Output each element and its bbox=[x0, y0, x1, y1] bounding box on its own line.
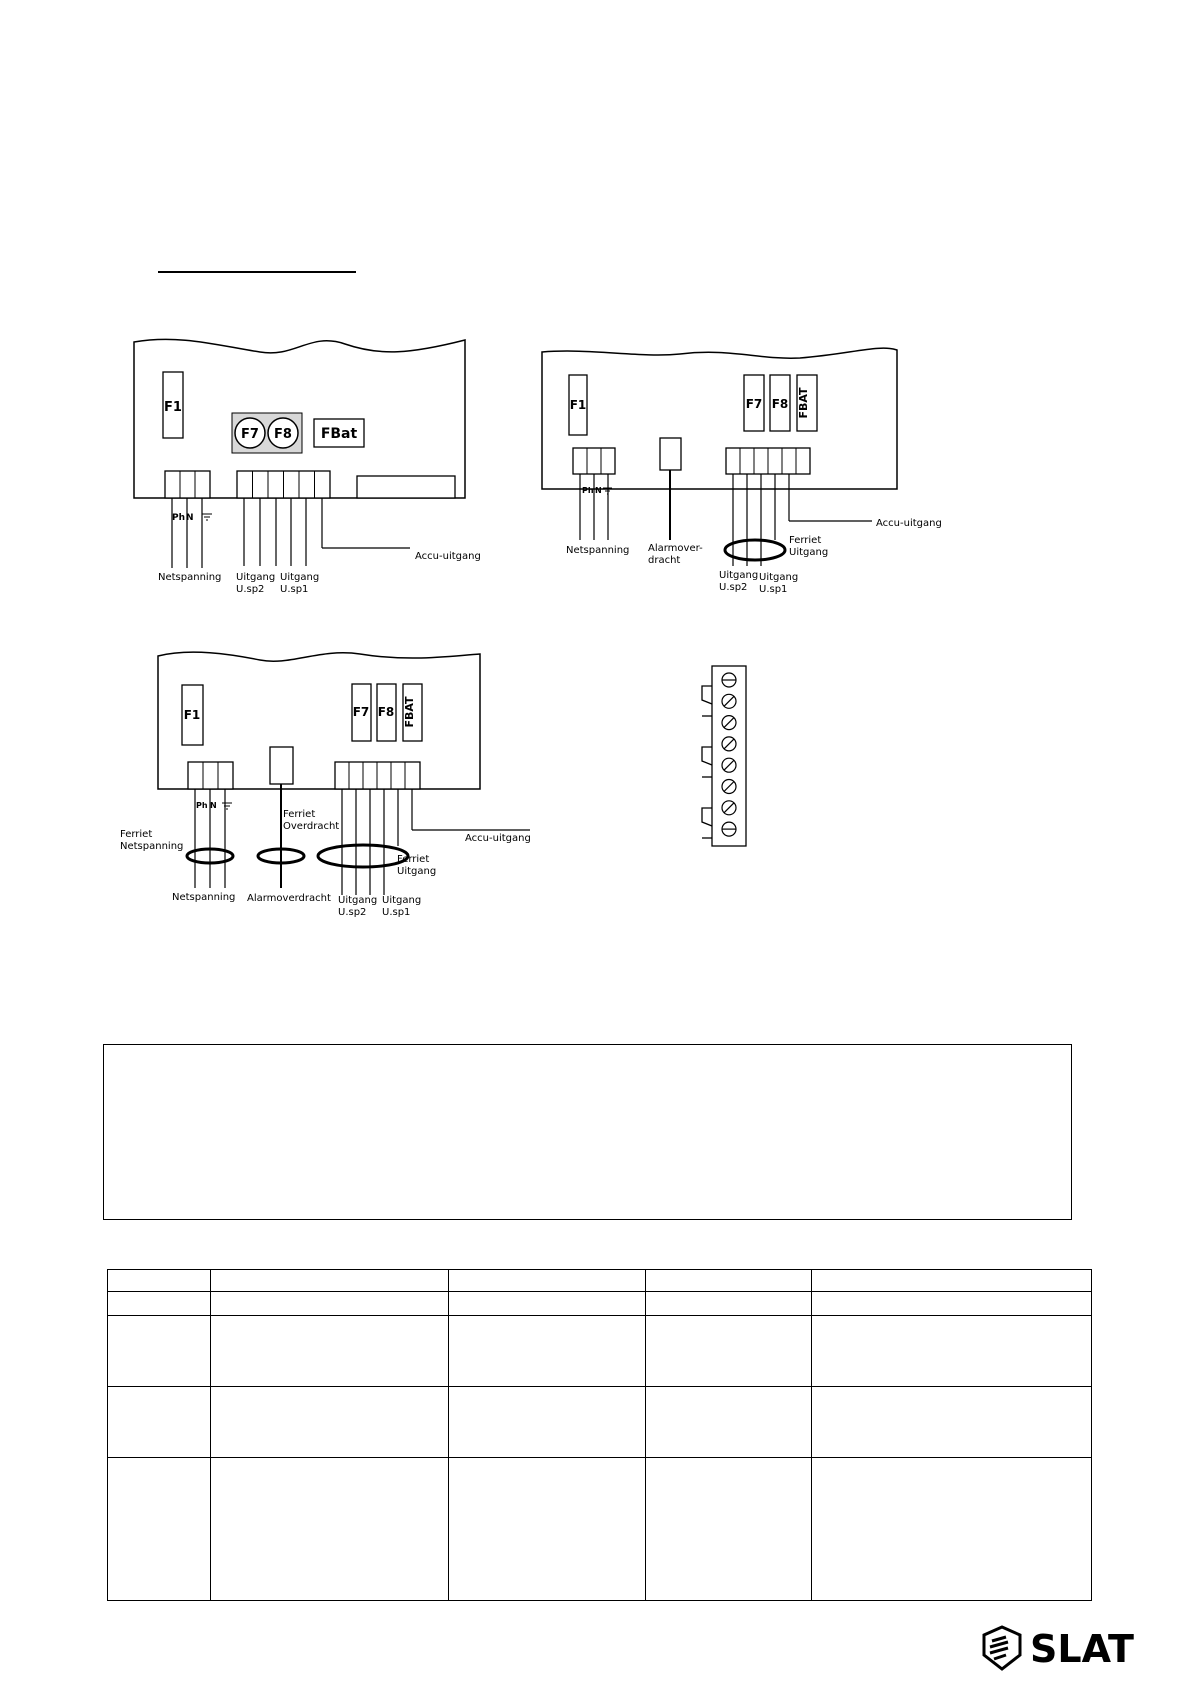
svg-text:FBAT: FBAT bbox=[403, 696, 416, 728]
section-heading-underline bbox=[158, 271, 356, 273]
svg-text:F1: F1 bbox=[569, 398, 587, 412]
svg-text:Uitgang: Uitgang bbox=[382, 895, 422, 906]
relay-terminal-strip bbox=[690, 660, 770, 850]
svg-text:N: N bbox=[210, 801, 217, 810]
svg-text:Ph: Ph bbox=[582, 486, 594, 495]
fuse-f1: F1 bbox=[164, 400, 182, 415]
svg-text:F7: F7 bbox=[352, 705, 370, 719]
svg-text:Alarmoverdracht: Alarmoverdracht bbox=[247, 893, 331, 904]
logo-text: SLAT bbox=[1030, 1627, 1134, 1671]
wiring-diagram-3 bbox=[110, 640, 540, 930]
svg-text:F1: F1 bbox=[183, 708, 201, 722]
svg-text:Accu-uitgang: Accu-uitgang bbox=[876, 518, 942, 529]
svg-text:Ph: Ph bbox=[196, 801, 208, 810]
svg-text:Uitgang: Uitgang bbox=[759, 572, 799, 583]
svg-text:Uitgang: Uitgang bbox=[338, 895, 378, 906]
svg-text:U.sp2: U.sp2 bbox=[236, 584, 265, 595]
svg-text:Overdracht: Overdracht bbox=[283, 821, 340, 832]
shield-logo-icon bbox=[984, 1627, 1020, 1669]
slat-logo bbox=[980, 1625, 1160, 1673]
svg-text:U.sp1: U.sp1 bbox=[759, 584, 788, 595]
svg-text:U.sp1: U.sp1 bbox=[280, 584, 309, 595]
svg-text:Alarmover-: Alarmover- bbox=[648, 543, 703, 554]
svg-text:F7: F7 bbox=[745, 397, 763, 411]
svg-text:N: N bbox=[186, 513, 194, 523]
spec-table bbox=[107, 1269, 1092, 1601]
svg-text:Uitgang: Uitgang bbox=[719, 570, 759, 581]
label-accu-uitgang: Accu-uitgang bbox=[415, 551, 481, 562]
fuse-f8: F8 bbox=[274, 427, 292, 442]
svg-text:Uitgang: Uitgang bbox=[397, 866, 437, 877]
fuse-f7: F7 bbox=[241, 427, 259, 442]
svg-text:Netspanning: Netspanning bbox=[172, 892, 236, 903]
svg-text:N: N bbox=[595, 486, 602, 495]
svg-text:Netspanning: Netspanning bbox=[120, 841, 184, 852]
svg-text:Ferriet: Ferriet bbox=[283, 809, 316, 820]
svg-text:Ferriet: Ferriet bbox=[789, 535, 822, 546]
svg-text:Uitgang: Uitgang bbox=[236, 572, 276, 583]
svg-text:Uitgang: Uitgang bbox=[789, 547, 829, 558]
label-netspanning: Netspanning bbox=[158, 572, 222, 583]
svg-text:U.sp1: U.sp1 bbox=[382, 907, 411, 918]
svg-text:F8: F8 bbox=[377, 705, 395, 719]
svg-text:Ferriet: Ferriet bbox=[120, 829, 153, 840]
svg-text:dracht: dracht bbox=[648, 555, 681, 566]
svg-text:Ferriet: Ferriet bbox=[397, 854, 430, 865]
wiring-diagram-1 bbox=[120, 330, 500, 600]
svg-text:Ph: Ph bbox=[172, 513, 186, 523]
svg-text:FBAT: FBAT bbox=[797, 387, 810, 419]
svg-text:U.sp2: U.sp2 bbox=[338, 907, 367, 918]
svg-text:Uitgang: Uitgang bbox=[280, 572, 320, 583]
svg-text:U.sp2: U.sp2 bbox=[719, 582, 748, 593]
wiring-diagram-2 bbox=[530, 340, 970, 610]
empty-text-box bbox=[103, 1044, 1072, 1220]
svg-text:F8: F8 bbox=[771, 397, 789, 411]
fuse-fbat: FBat bbox=[320, 426, 358, 442]
svg-text:Accu-uitgang: Accu-uitgang bbox=[465, 833, 531, 844]
svg-text:Netspanning: Netspanning bbox=[566, 545, 630, 556]
